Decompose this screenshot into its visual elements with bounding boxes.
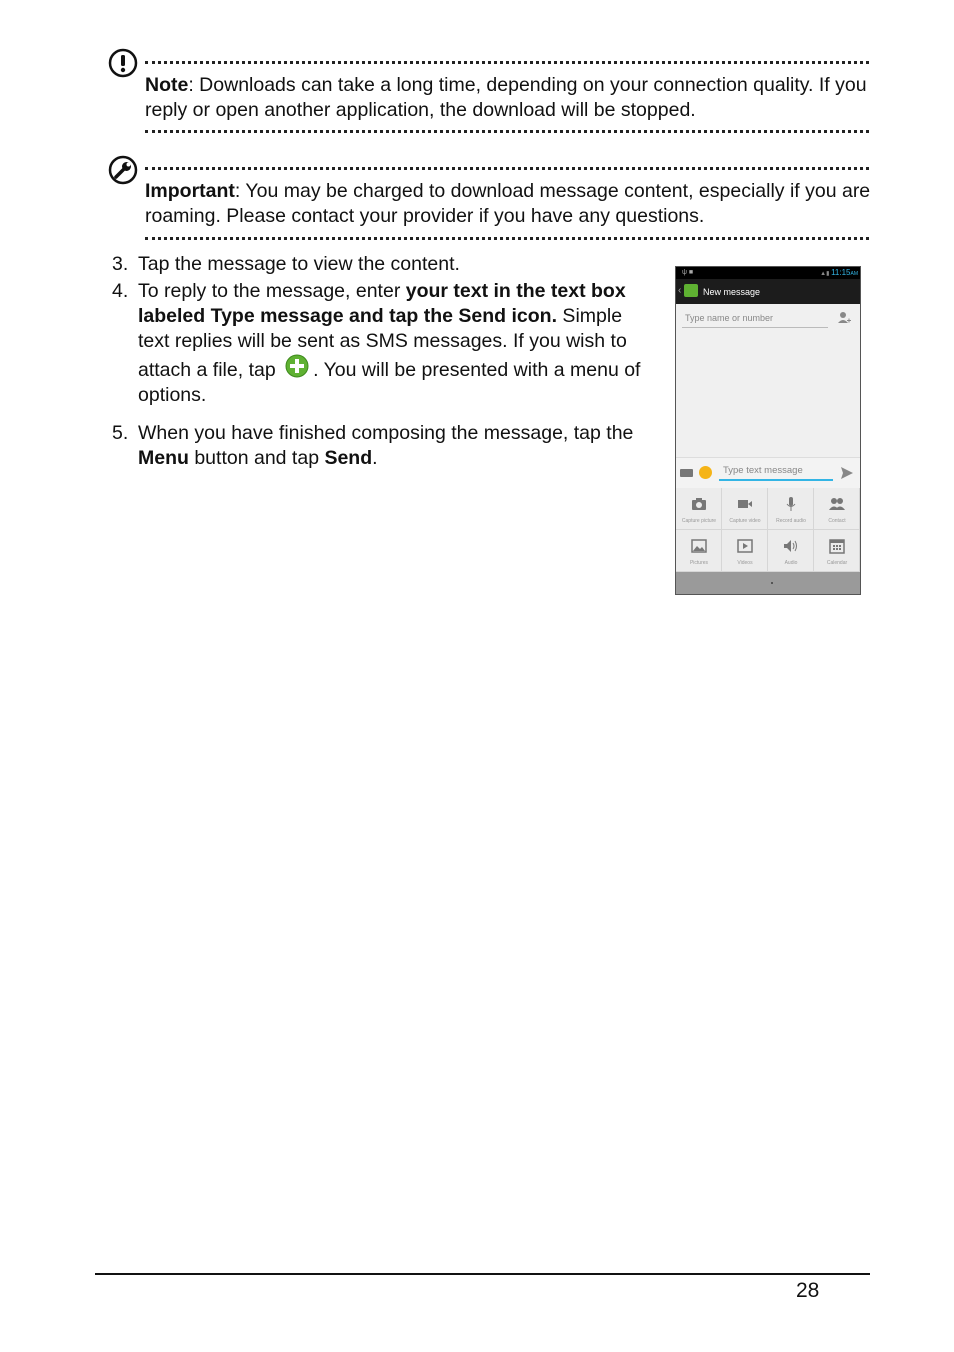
step-text-part: To reply to the message, enter bbox=[138, 280, 406, 302]
attach-label: Calendar bbox=[826, 560, 848, 566]
speaker-icon bbox=[783, 538, 799, 554]
play-icon bbox=[737, 538, 753, 554]
step-text-part: button and tap bbox=[188, 447, 325, 469]
phone-screenshot bbox=[675, 266, 861, 595]
recipient-input[interactable] bbox=[682, 313, 828, 328]
step-bold-part: Send bbox=[324, 447, 373, 469]
attach-record-audio[interactable] bbox=[768, 488, 814, 530]
video-camera-icon bbox=[737, 496, 753, 512]
step-number: 3. bbox=[112, 253, 129, 275]
step-number: 4. bbox=[112, 280, 129, 302]
attach-label: Audio bbox=[784, 560, 798, 566]
attach-capture-picture[interactable] bbox=[676, 488, 722, 530]
message-placeholder: Type text message bbox=[723, 465, 803, 476]
picture-icon bbox=[691, 538, 707, 554]
attach-capture-video[interactable] bbox=[722, 488, 768, 530]
action-bar bbox=[676, 279, 860, 304]
step-number: 5. bbox=[112, 422, 129, 444]
attach-calendar[interactable] bbox=[814, 530, 860, 572]
step-text-part: When you have finished composing the message, tap the bbox=[138, 422, 634, 444]
microphone-icon bbox=[783, 496, 799, 512]
exclamation-icon bbox=[108, 48, 138, 78]
important-callout bbox=[145, 179, 875, 229]
compose-bar bbox=[676, 457, 860, 488]
step-text: Tap the message to view the content. bbox=[138, 253, 460, 275]
note-text: : Downloads can take a long time, depending on your connection quality. If you reply or open another application, the download will be stopped. bbox=[145, 74, 867, 121]
message-input[interactable] bbox=[719, 463, 833, 481]
page-indicator bbox=[771, 582, 773, 584]
important-text: : You may be charged to download message content, especially if you are roaming. Please contact your provider if you have any questions. bbox=[145, 180, 871, 227]
step-text-part: . bbox=[372, 447, 378, 469]
attach-label: Record audio bbox=[776, 518, 806, 524]
note-bottom-divider bbox=[145, 130, 869, 133]
important-top-divider bbox=[145, 167, 869, 170]
usb-icon: ψ ■ bbox=[682, 269, 694, 276]
nav-bar bbox=[676, 572, 860, 594]
status-bar bbox=[676, 267, 860, 279]
note-callout bbox=[145, 73, 875, 123]
attachment-grid bbox=[676, 488, 860, 572]
step-text-part: Simple text replies will be sent as SMS messages. If you wish to attach a file, tap bbox=[138, 305, 627, 381]
recipient-placeholder: Type name or number bbox=[685, 313, 774, 323]
add-contact-icon[interactable] bbox=[837, 311, 851, 325]
send-icon[interactable] bbox=[840, 466, 854, 480]
footer-rule bbox=[95, 1273, 870, 1275]
screen-title: New message bbox=[703, 287, 761, 297]
attach-label: Capture picture bbox=[681, 518, 717, 524]
contact-icon bbox=[829, 496, 845, 512]
back-chevron-icon[interactable]: ‹ bbox=[678, 285, 682, 296]
step-bold-part: your text in the text box labeled Type message and tap the Send icon. bbox=[138, 280, 626, 327]
add-attachment-icon bbox=[285, 354, 309, 378]
page-number: 28 bbox=[796, 1279, 820, 1302]
smiley-icon[interactable] bbox=[699, 466, 712, 479]
important-bottom-divider bbox=[145, 237, 869, 240]
status-time: ▲▮ 11:15AM bbox=[820, 268, 858, 277]
attach-audio[interactable] bbox=[768, 530, 814, 572]
camera-icon bbox=[691, 496, 707, 512]
note-top-divider bbox=[145, 61, 869, 64]
attach-label: Pictures bbox=[689, 560, 709, 566]
attach-pictures[interactable] bbox=[676, 530, 722, 572]
messaging-app-icon bbox=[684, 284, 698, 297]
step-bold-part: Menu bbox=[138, 447, 189, 469]
step-text-part: . You will be presented with a menu of options. bbox=[138, 359, 641, 406]
attach-videos[interactable] bbox=[722, 530, 768, 572]
step-text bbox=[138, 279, 658, 408]
keyboard-icon[interactable] bbox=[680, 469, 693, 477]
calendar-icon bbox=[829, 538, 845, 554]
attach-label: Capture video bbox=[729, 518, 761, 524]
important-label: Important bbox=[145, 180, 235, 202]
attach-label: Contact bbox=[828, 518, 846, 524]
wrench-icon bbox=[108, 155, 138, 185]
attach-contact[interactable] bbox=[814, 488, 860, 530]
note-label: Note bbox=[145, 74, 189, 96]
step-text bbox=[138, 421, 658, 471]
attach-label: Videos bbox=[737, 560, 753, 566]
